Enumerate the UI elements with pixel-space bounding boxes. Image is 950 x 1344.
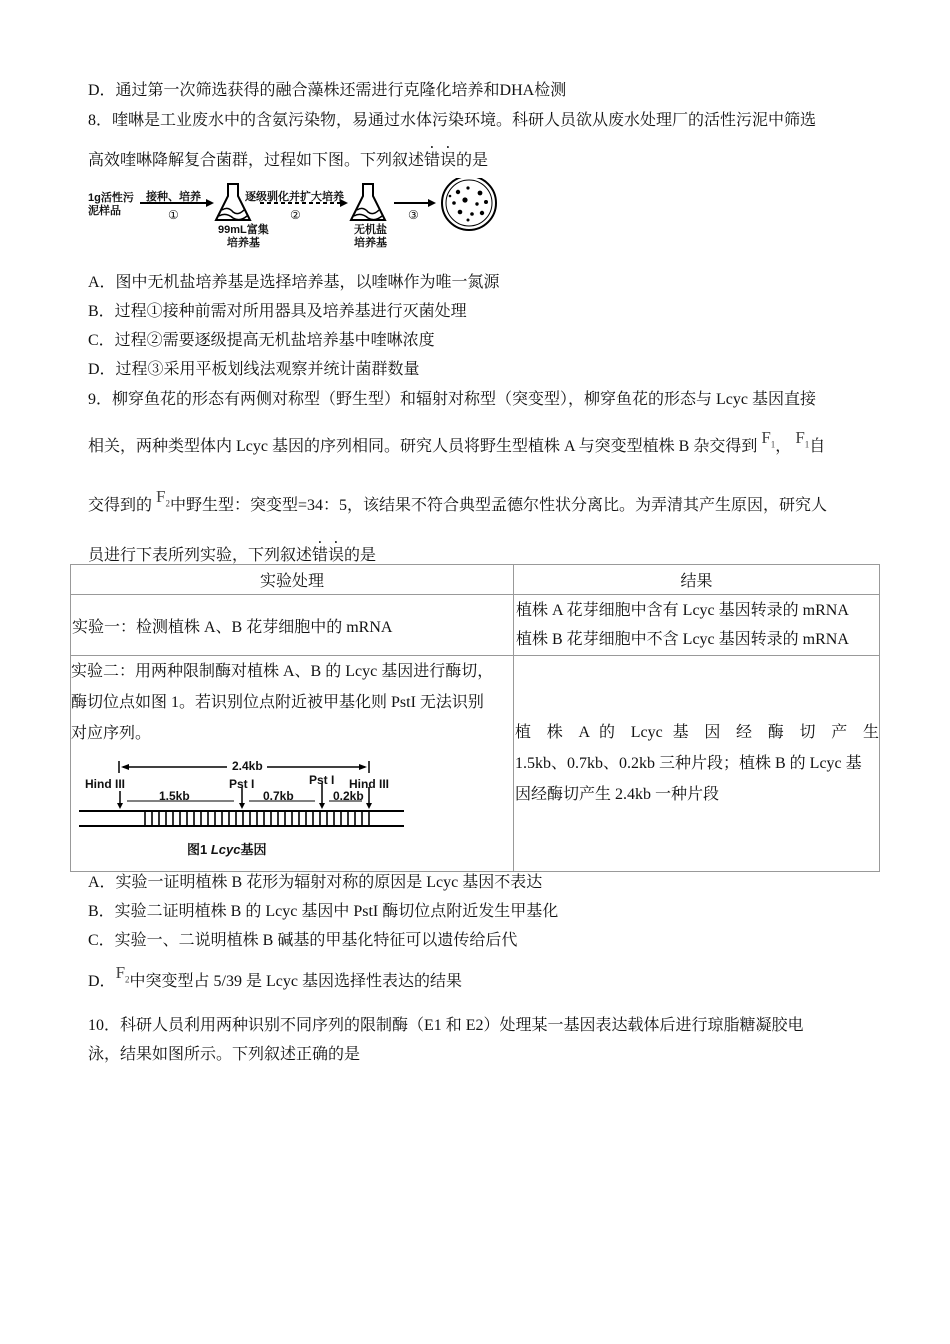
exp1-right — [514, 595, 880, 656]
step1-number: ① — [168, 208, 179, 222]
flask-2-label — [354, 224, 387, 250]
q9-line2-comma: ， — [775, 438, 792, 455]
step3-number: ③ — [408, 208, 419, 222]
flask-1-label — [218, 224, 269, 250]
exp1-left: 实验一：检测植株 A、B 花芽细胞中的 mRNA — [71, 595, 514, 656]
f2-letter: F — [156, 487, 166, 506]
flask-2-label-l2: 培养基 — [354, 237, 387, 249]
step1-label: 接种、培养 — [146, 191, 201, 203]
gene-rungs — [145, 811, 369, 826]
q9-stem-line4 — [88, 538, 376, 567]
exp2-left-l1: 实验二：用两种限制酶对植株 A、B 的 Lcyc 基因进行酶切， — [71, 663, 494, 680]
flask-2-label-l1: 无机盐 — [354, 224, 387, 236]
q9-line4-end: 的是 — [344, 547, 377, 564]
q8-stem-line1: 8．喹啉是工业废水中的含氨污染物，易通过水体污染环境。科研人员欲从废水处理厂的活性污泥中筛选 — [88, 112, 817, 129]
segment-1-label: 1.5kb — [159, 789, 190, 803]
q9-line2-end: 自 — [809, 438, 826, 455]
q9-option-d-text: 中突变型占 5/39 是 Lcyc 基因选择性表达的结果 — [129, 973, 462, 990]
f2-symbol-option — [115, 963, 130, 985]
q9-line2-text: 相关，两种类型体内 Lcyc 基因的序列相同。研究人员将野生型植株 A 与突变型植株 B 杂交得到 — [88, 438, 758, 455]
sample-label-l2: 泥样品 — [88, 205, 121, 217]
q9-emphasis: 错误 — [312, 547, 345, 564]
caption-gene: Lcyc — [210, 842, 241, 857]
q9-stem-line2 — [88, 428, 826, 463]
f2-sub: 2 — [165, 498, 170, 509]
f1-symbol — [761, 428, 776, 450]
arrow-3-head — [428, 199, 436, 207]
sample-label-l1: 1g活性污 — [88, 192, 134, 204]
q7-option-d: D．通过第一次筛选获得的融合藻株还需进行克隆化培养和DHA检测 — [88, 82, 567, 99]
pst1-label: Pst I — [229, 777, 255, 791]
f1-letter: F — [761, 428, 771, 447]
hind-left-label: Hind III — [85, 777, 125, 791]
q8-option-a: A．图中无机盐培养基是选择培养基，以喹啉作为唯一氮源 — [88, 274, 500, 291]
q8-option-b: B．过程①接种前需对所用器具及培养基进行灭菌处理 — [88, 303, 467, 320]
arrow-1-head — [206, 199, 214, 207]
exp2-result-l3: 因经酶切产生 2.4kb 一种片段 — [515, 786, 720, 803]
q9-option-c: C．实验一、二说明植株 B 碱基的甲基化特征可以遗传给后代 — [88, 932, 518, 949]
flask-1-label-l1: 99mL富集 — [218, 224, 269, 236]
q9-option-d — [88, 963, 462, 998]
q8-stem-line2 — [88, 143, 488, 172]
q8-option-c: C．过程②需要逐级提高无机盐培养基中喹啉浓度 — [88, 332, 435, 349]
f1-sub: 1 — [770, 439, 776, 450]
q9-option-b: B．实验二证明植株 B 的 Lcyc 基因中 PstI 酶切位点附近发生甲基化 — [88, 903, 559, 920]
figure-1-lcyc-gene — [79, 753, 419, 863]
caption-suffix: 基因 — [240, 842, 267, 857]
exp2-left-l3: 对应序列。 — [71, 725, 152, 742]
f1-letter-2: F — [795, 428, 805, 447]
experiment-table — [70, 564, 880, 872]
caption-prefix: 图1 — [187, 842, 211, 857]
q9-line4-text: 员进行下表所列实验，下列叙述 — [88, 547, 313, 564]
q9-line3-rest: 中野生型：突变型=34：5，该结果不符合典型孟德尔性状分离比。为弄清其产生原因，研究人 — [169, 497, 828, 514]
q9-stem-line1: 9．柳穿鱼花的形态有两侧对称型（野生型）和辐射对称型（突变型），柳穿鱼花的形态与 Lcyc 基因直接 — [88, 391, 816, 408]
q8-option-d: D．过程③采用平板划线法观察并统计菌群数量 — [88, 361, 420, 378]
q10-stem-line2: 泳，结果如图所示。下列叙述正确的是 — [88, 1046, 361, 1063]
exp2-right — [514, 656, 880, 872]
figure-caption — [187, 839, 267, 858]
q8-emphasis: 错误 — [424, 152, 457, 169]
total-length-label: 2.4kb — [232, 759, 263, 773]
q10-stem-line1: 10．科研人员利用两种识别不同序列的限制酶（E1 和 E2）处理某一基因表达载体后进行琼脂糖凝胶电 — [88, 1017, 804, 1034]
step2-number: ② — [290, 208, 301, 222]
q9-stem-line3 — [88, 487, 828, 522]
segment-3-label: 0.2kb — [333, 789, 364, 803]
f2-option-letter: F — [115, 963, 126, 982]
exp1-result-a: 植株 A 花芽细胞中含有 Lcyc 基因转录的 mRNA — [516, 602, 849, 619]
q9-option-a: A．实验一证明植株 B 花形为辐射对称的原因是 Lcyc 基因不表达 — [88, 874, 543, 891]
q9-option-d-prefix: D． — [88, 973, 116, 990]
exp2-result-l2: 1.5kb、0.7kb、0.2kb 三种片段；植株 B 的 Lcyc 基 — [515, 755, 862, 772]
segment-2-label: 0.7kb — [263, 789, 294, 803]
hind-right-label: Hind III — [349, 777, 389, 791]
exp1-result-b: 植株 B 花芽细胞中不含 Lcyc 基因转录的 mRNA — [516, 631, 849, 648]
q9-line3-text: 交得到的 — [88, 497, 153, 514]
pst2-label: Pst I — [309, 773, 335, 787]
f2-option-sub: 2 — [125, 974, 130, 985]
step2-label: 逐级驯化并扩大培养 — [245, 191, 344, 203]
table-head-left: 实验处理 — [71, 565, 514, 595]
q8-stem-end: 的是 — [456, 152, 489, 169]
f1-sub-2: 1 — [804, 439, 810, 450]
f2-symbol — [156, 487, 170, 509]
f1-symbol-2 — [795, 428, 810, 450]
petri-dish-icon — [442, 178, 496, 230]
exp2-left — [71, 656, 514, 872]
q8-stem-text: 高效喹啉降解复合菌群，过程如下图。下列叙述 — [88, 152, 425, 169]
exp2-left-l2: 酶切位点如图 1。若识别位点附近被甲基化则 PstI 无法识别 — [71, 694, 484, 711]
flask-1-label-l2: 培养基 — [226, 237, 260, 249]
q8-process-diagram — [88, 178, 508, 258]
exp2-result-l1: 植 株 A 的 Lcyc 基 因 经 酶 切 产 生 — [515, 724, 879, 741]
table-head-right: 结果 — [514, 565, 880, 595]
